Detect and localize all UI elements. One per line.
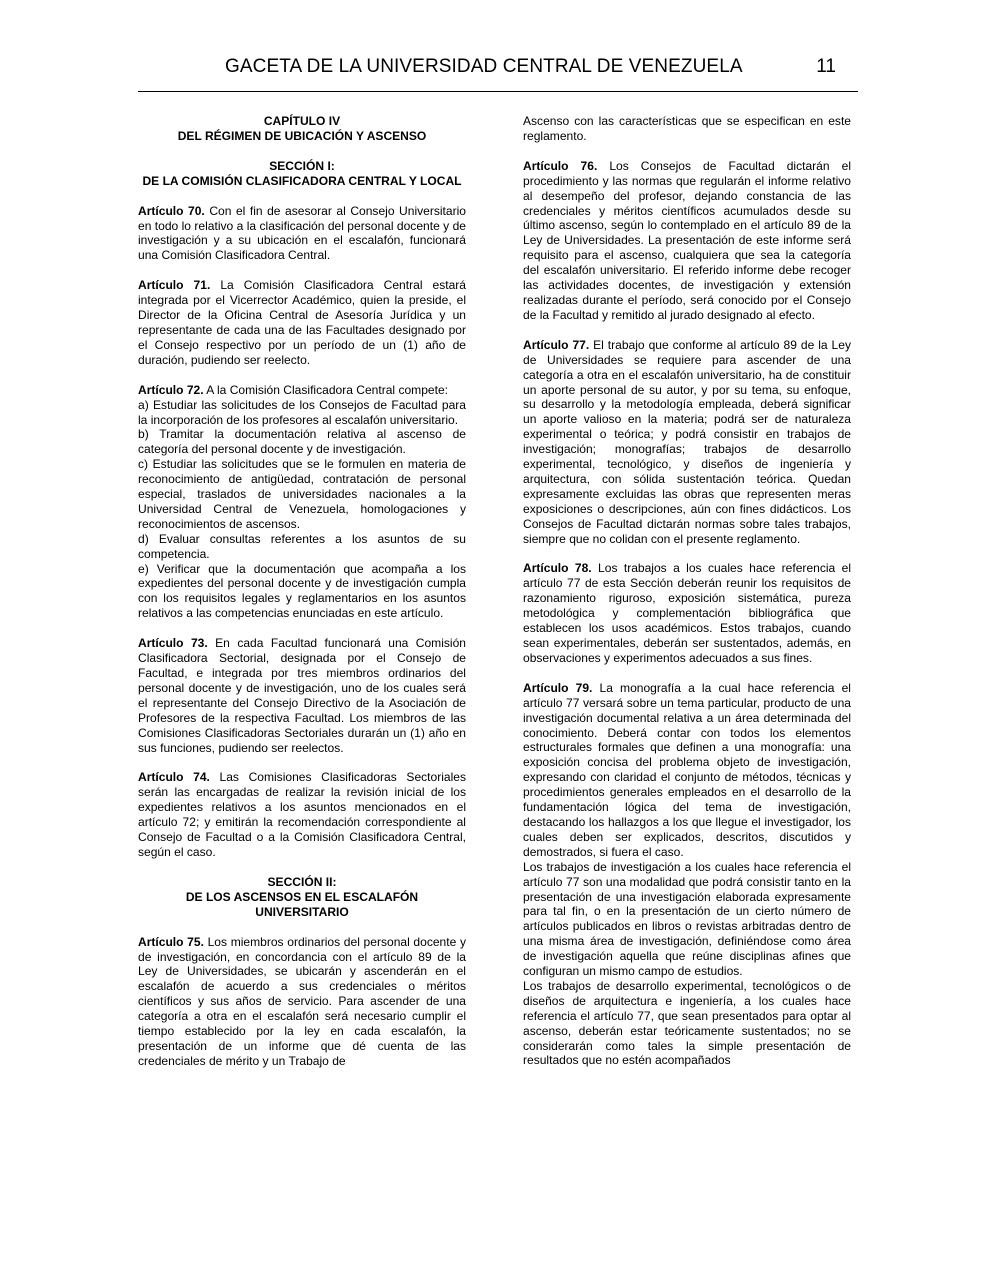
article-78: [523, 561, 851, 665]
article-text: A la Comisión Clasificadora Central compete:: [203, 382, 449, 397]
article-label: Artículo 77.: [523, 337, 590, 352]
chapter-title: DEL RÉGIMEN DE UBICACIÓN Y ASCENSO: [177, 128, 427, 143]
section-heading: SECCIÓN II:: [267, 874, 337, 889]
article-label: Artículo 73.: [138, 636, 208, 651]
section-title: DE LA COMISIÓN CLASIFICADORA CENTRAL Y LOCAL: [142, 173, 462, 188]
article-70: [138, 204, 466, 264]
article-79-paragraph: Los trabajos de desarrollo experimental, tecnológicos o de diseños de arquitectura e ingeniería, a los cuales hace referencia el artículo 77, que sean presentados para optar al ascenso, deberán estar teóricamente sustentados; no se considerarán como tales la simple presentación de resultados que no estén acompañados: [523, 978, 851, 1068]
article-text: Con el fin de asesorar al Consejo Universitario en todo lo relativo a la clasificación del personal docente y de investigación y a su ubicación en el escalafón, funcionará una Comisión Clasificadora Central.: [138, 203, 466, 263]
article-76: [523, 159, 851, 323]
article-79: [523, 681, 851, 860]
list-item: c) Estudiar las solicitudes que se le formulen en materia de reconocimiento de antigüedad, contratación de personal especial, traslados de universidades nacionales a la Universidad Central de Venezuela, homologaciones y reconocimientos de ascensos.: [138, 457, 466, 531]
section-title: DE LOS ASCENSOS EN EL ESCALAFÓN UNIVERSITARIO: [185, 889, 419, 919]
list-item: e) Verificar que la documentación que acompaña a los expedientes del personal docente y de investigación cumpla con los requisitos legales y reglamentarios en los asuntos relativos a las competencias enunciadas en este artículo.: [138, 561, 466, 621]
article-text: El trabajo que conforme al artículo 89 de la Ley de Universidades se requiere para ascender de una categoría a otra en el escalafón universitario, ha de constituir un aporte personal de su autor, y por su tema, su enfoque, su desarrollo y la metodología empleada, deberá significar un aporte valioso en la materia; podrá ser de naturaleza experimental o teórica; y podrá consistir en trabajos de investigación; monografías; trabajos de desarrollo experimental, tecnológico, y diseños de ingeniería y arquitectura, con sólida sustentación teórica. Quedan expresamente excluidas las obras que representen meras exposiciones o descripciones, aún con fines didácticos. Los Consejos de Facultad dictarán normas sobre tales trabajos, siempre que no colidan con el presente reglamento.: [523, 337, 851, 546]
article-label: Artículo 78.: [523, 561, 592, 576]
article-text: La monografía a la cual hace referencia el artículo 77 versará sobre un tema particular, producto de una investigación documental relativa a un área determinada del conocimiento. Deberá contar con todos los elementos estructurales formales que definen a una monografía: una exposición concisa del problema objeto de investigación, expresando con claridad el conjunto de métodos, técnicas y procedimientos generales empleados en el desarrollo de la fundamentación lógica del tema de investigación, destacando los hallazgos a los que llegue el investigador, los cuales deben ser explicados, descritos, discutidos y demostrados, si fuera el caso.: [523, 680, 851, 859]
list-item: a) Estudiar las solicitudes de los Consejos de Facultad para la incorporación de los profesores al escalafón universitario.: [138, 397, 466, 427]
page-header: [138, 56, 858, 84]
article-75-continued: Ascenso con las características que se especifican en este reglamento.: [523, 114, 851, 143]
article-74: [138, 770, 466, 859]
article-label: Artículo 75.: [138, 934, 204, 949]
article-text: Los miembros ordinarios del personal docente y de investigación, en concordancia con el artículo 89 de la Ley de Universidades, se ubicarán y ascenderán en el escalafón de acuerdo a sus credenciales o méritos científicos y sus años de servicio. Para ascender de una categoría a otra en el escalafón será necesario cumplir el tiempo establecido por la ley en cada escalafón, la presentación de un informe que dé cuenta de las credenciales de mérito y un Trabajo de: [138, 934, 466, 1068]
article-label: Artículo 72.: [138, 382, 204, 397]
article-79-paragraph: Los trabajos de investigación a los cuales hace referencia el artículo 77 son una modalidad que podrá consistir tanto en la presentación de una investigación elaborada expresamente para tal fin, o en la presentación de un cierto número de artículos publicados en libros o revistas arbitradas dentro de una misma área de investigación, definiéndose como área de investigación aquella que reúne disciplinas afines que configuran un mismo campo de estudios.: [523, 859, 851, 979]
chapter-heading: CAPÍTULO IV: [263, 114, 341, 128]
page-number: 11: [816, 56, 836, 77]
article-text: Las Comisiones Clasificadoras Sectoriales serán las encargadas de realizar la revisión inicial de los expedientes relativos a los asuntos mencionados en el artículo 72; y emitirán la recomendación correspondiente al Consejo de Facultad o a la Comisión Clasificadora Central, según el caso.: [138, 770, 466, 859]
right-column: [523, 114, 851, 1068]
article-73: [138, 636, 466, 755]
article-label: Artículo 74.: [138, 770, 210, 785]
article-label: Artículo 76.: [523, 158, 598, 173]
article-label: Artículo 71.: [138, 278, 211, 293]
article-text: Los Consejos de Facultad dictarán el procedimiento y las normas que regularán el informe relativo al desempeño del profesor, dejando constancia de las credenciales y méritos científicos acumulados desde su último ascenso, según lo contemplado en el artículo 89 de la Ley de Universidades. La presentación de este informe será requisito para el ascenso, cualquiera que sea la categoría del escalafón universitario. El referido informe debe recoger las actividades docentes, de investigación y extensión realizadas durante el período, será conocido por el Consejo de la Facultad y remitido al jurado designado al efecto.: [523, 158, 851, 322]
article-text: En cada Facultad funcionará una Comisión Clasificadora Sectorial, designada por el Consejo de Facultad, e integrada por tres miembros ordinarios del personal docente y de investigación, uno de los cuales será el representante del Consejo Directivo de la Asociación de Profesores de la respectiva Facultad. Los miembros de las Comisiones Clasificadoras Sectoriales durarán un (1) año en sus funciones, pudiendo ser reelectos.: [138, 636, 466, 755]
left-column: [138, 114, 466, 1069]
article-77: [523, 338, 851, 547]
header-divider: [138, 91, 858, 92]
list-item: d) Evaluar consultas referentes a los asuntos de su competencia.: [138, 531, 466, 561]
article-72: [138, 383, 466, 398]
list-item: b) Tramitar la documentación relativa al ascenso de categoría del personal docente y de investigación.: [138, 427, 466, 457]
article-label: Artículo 79.: [523, 680, 593, 695]
gazette-title: GACETA DE LA UNIVERSIDAD CENTRAL DE VENEZUELA: [225, 56, 743, 77]
article-75: [138, 935, 466, 1069]
article-71: [138, 278, 466, 367]
section-heading: SECCIÓN I:: [269, 158, 335, 173]
article-text: La Comisión Clasificadora Central estará integrada por el Vicerrector Académico, quien la preside, el Director de la Oficina Central de Asesoría Jurídica y un representante de cada una de las Facultades designado por el Consejo respectivo por un período de un (1) año de duración, pudiendo ser reelecto.: [138, 278, 467, 367]
article-label: Artículo 70.: [138, 203, 205, 218]
article-text: Los trabajos a los cuales hace referencia el artículo 77 de esta Sección deberán reunir los requisitos de razonamiento riguroso, exposición sistemática, pureza metodológica y complementación bibliográfica que establecen los usos académicos. Estos trabajos, cuando sean experimentales, deberán ser sustentados, además, en observaciones y experimentos adecuados a sus fines.: [523, 561, 851, 665]
